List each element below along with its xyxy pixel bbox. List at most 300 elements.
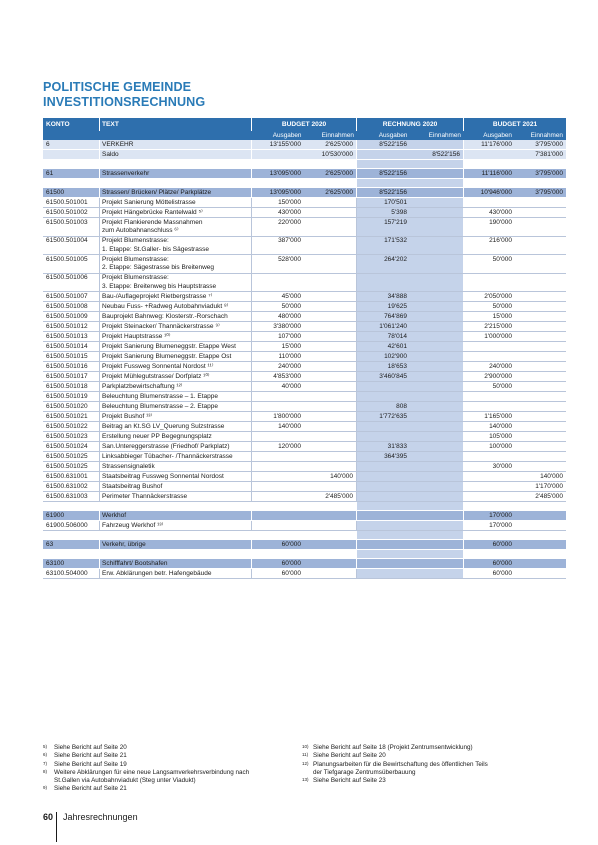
table-row [43,412,566,422]
cell-text: Beleuchtung Blumenstrasse – 1. Etappe [100,392,252,401]
footnote-number: 5) [43,744,48,749]
cell-group-rechnung-2020 [357,432,464,441]
cell-einnahmen: 3'795'000 [535,169,563,177]
cell-ausgaben: 31'833 [387,442,407,450]
cell-group-budget-2021 [464,140,566,149]
table-row [43,502,566,511]
cell-text: Parkplatzbewirtschaftung ¹²⁾ [100,382,252,391]
cell-einnahmen [410,274,463,291]
cell-einnahmen [304,373,356,381]
cell-einnahmen [304,199,356,207]
cell-group-budget-2020 [252,140,357,149]
cell-konto: 61500.501025 [43,452,100,461]
footnote [43,761,293,769]
cell-ausgaben: 430'000 [489,208,512,216]
cell-text: Projekt Blumenstrasse: 3. Etappe: Breitenweg bis Hauptstrasse [100,274,252,292]
page-number: 60 [43,812,54,822]
cell-group-rechnung-2020 [357,150,464,159]
footnote-text: Siehe Bericht auf Seite 19 [54,760,127,768]
cell-group-budget-2020 [252,188,357,197]
cell-group-rechnung-2020 [357,540,464,549]
cell-einnahmen [515,353,566,361]
table-row [43,462,566,472]
cell-einnahmen [304,343,356,351]
cell-einnahmen: 3'795'000 [535,140,563,148]
table-row [43,140,566,150]
cell-einnahmen [410,219,463,236]
cell-einnahmen [515,512,566,520]
cell-ausgaben: 60'000 [281,569,301,577]
cell-einnahmen [515,463,566,471]
cell-ausgaben: 13'155'000 [269,140,301,148]
cell-group-rechnung-2020 [357,312,464,321]
cell-group-budget-2020 [252,569,357,578]
cell-einnahmen [304,403,356,411]
cell-group-budget-2020 [252,511,357,520]
cell-ausgaben [357,551,410,558]
cell-ausgaben [357,161,410,168]
cell-konto: 61500.501005 [43,255,100,273]
table-row [43,218,566,237]
cell-group-rechnung-2020 [357,521,464,530]
cell-einnahmen [304,443,356,451]
cell-einnahmen [410,323,463,331]
cell-einnahmen [410,551,463,558]
cell-ausgaben: 170'000 [489,521,512,529]
cell-einnahmen [515,323,566,331]
cell-konto [43,531,100,539]
cell-group-budget-2020 [252,255,357,273]
cell-einnahmen [515,256,566,273]
cell-group-budget-2021 [464,332,566,341]
cell-einnahmen [304,551,356,558]
cell-konto: 61500.501006 [43,274,100,292]
cell-group-rechnung-2020 [357,452,464,461]
cell-ausgaben: 8'522'156 [379,169,407,177]
cell-ausgaben [252,522,304,530]
cell-einnahmen [410,161,463,168]
cell-group-budget-2021 [464,362,566,371]
cell-einnahmen [515,413,566,421]
cell-konto: 61500.501014 [43,342,100,351]
cell-einnahmen [515,443,566,451]
table-row [43,531,566,540]
cell-group-budget-2021 [464,569,566,578]
cell-ausgaben: 8'522'156 [379,188,407,196]
cell-group-budget-2020 [252,150,357,159]
cell-ausgaben: 15'000 [281,342,301,350]
cell-einnahmen [515,433,566,441]
cell-einnahmen [410,199,463,207]
cell-ausgaben [464,473,515,481]
cell-konto: 61 [43,169,100,178]
cell-ausgaben: 40'000 [281,382,301,390]
cell-einnahmen [304,453,356,461]
cell-text: Fahrzeug Werkhof ¹³⁾ [100,521,252,530]
cell-einnahmen [304,333,356,341]
footnote-number: 7) [43,760,48,766]
footnote [43,769,293,786]
cell-ausgaben [464,403,515,411]
investment-table [43,118,566,579]
footnote-number: 9) [43,785,48,791]
cell-konto: 61900 [43,511,100,520]
cell-konto: 61500.501019 [43,392,100,401]
cell-einnahmen [410,256,463,273]
cell-group-budget-2020 [252,322,357,331]
cell-einnahmen [304,161,356,168]
cell-group-rechnung-2020 [357,442,464,451]
cell-einnahmen: 10'530'000 [321,150,353,158]
table-row [43,169,566,179]
cell-group-budget-2020 [252,332,357,341]
cell-group-rechnung-2020 [357,322,464,331]
cell-ausgaben: 120'000 [278,442,301,450]
cell-ausgaben [357,570,410,578]
cell-ausgaben [357,463,410,471]
cell-ausgaben [464,532,515,539]
cell-konto [43,502,100,510]
cell-einnahmen [410,383,463,391]
cell-group-budget-2021 [464,462,566,471]
cell-einnahmen [515,199,566,207]
cell-konto: 61500 [43,188,100,197]
header-ausgaben: Ausgaben [483,132,512,139]
cell-ausgaben: 8'522'156 [379,140,407,148]
cell-ausgaben [357,423,410,431]
cell-group-budget-2021 [464,550,566,558]
cell-konto: 61500.501024 [43,442,100,451]
cell-text: Erstellung neuer PP Begegnungsplatz [100,432,252,441]
cell-einnahmen [304,180,356,187]
cell-group-budget-2021 [464,531,566,539]
cell-ausgaben: 34'888 [387,292,407,300]
cell-einnahmen [515,303,566,311]
cell-group-budget-2021 [464,208,566,217]
cell-konto: 63 [43,540,100,549]
cell-ausgaben [252,433,304,441]
cell-ausgaben [357,393,410,401]
table-row [43,569,566,579]
cell-group-budget-2021 [464,422,566,431]
cell-ausgaben [252,463,304,471]
cell-einnahmen [515,293,566,301]
cell-ausgaben: 11'116'000 [481,169,512,177]
table-row [43,402,566,412]
cell-konto: 61500.631001 [43,472,100,481]
cell-konto: 61500.501023 [43,432,100,441]
cell-group-budget-2021 [464,382,566,391]
cell-einnahmen [410,373,463,381]
cell-group-rechnung-2020 [357,179,464,187]
cell-text: Staatsbeitrag Bushof [100,482,252,491]
cell-konto: 61500.501009 [43,312,100,321]
cell-konto: 61500.501001 [43,198,100,207]
header-ausgaben: Ausgaben [378,132,408,139]
cell-einnahmen [304,433,356,441]
cell-ausgaben [252,453,304,461]
cell-ausgaben: 5'398 [391,208,407,216]
footnote-number: 11) [302,752,309,758]
table-row [43,550,566,559]
header-einnahmen: Einnahmen [428,132,461,139]
cell-group-rechnung-2020 [357,169,464,178]
cell-group-rechnung-2020 [357,255,464,273]
cell-einnahmen [410,423,463,431]
cell-ausgaben [357,522,410,530]
cell-einnahmen [410,189,463,197]
cell-group-budget-2021 [464,188,566,197]
cell-text: Staatsbeitrag Fussweg Sonnental Nordost [100,472,252,481]
cell-einnahmen [304,503,356,510]
cell-ausgaben [464,493,515,501]
table-row [43,472,566,482]
cell-group-budget-2021 [464,160,566,168]
cell-einnahmen [410,522,463,530]
cell-einnahmen [304,313,356,321]
cell-ausgaben [252,551,304,558]
cell-einnahmen [515,453,566,461]
cell-ausgaben [252,473,304,481]
cell-group-budget-2021 [464,179,566,187]
cell-text [100,531,252,539]
cell-text: VERKEHR [100,140,252,149]
cell-einnahmen [410,343,463,351]
cell-group-rechnung-2020 [357,372,464,381]
cell-einnahmen [304,383,356,391]
cell-ausgaben: 387'000 [278,237,301,245]
cell-group-budget-2021 [464,342,566,351]
cell-group-budget-2021 [464,302,566,311]
cell-einnahmen [515,393,566,401]
footnote [43,785,293,793]
header-konto: KONTO [43,118,100,131]
cell-ausgaben: 3'380'000 [273,322,301,330]
cell-ausgaben [464,393,515,401]
cell-konto: 61500.501017 [43,372,100,381]
cell-group-budget-2021 [464,237,566,255]
cell-ausgaben: 10'946'000 [480,188,512,196]
cell-ausgaben: 1'772'635 [379,412,407,420]
cell-group-budget-2020 [252,372,357,381]
table-header-row-2 [43,131,566,140]
cell-einnahmen [304,303,356,311]
cell-konto [43,550,100,558]
cell-konto: 61500.631003 [43,492,100,501]
cell-einnahmen [410,541,463,549]
cell-einnahmen [410,170,463,178]
cell-ausgaben: 19'625 [387,302,407,310]
cell-group-rechnung-2020 [357,160,464,168]
cell-einnahmen [515,423,566,431]
cell-ausgaben: 11'176'000 [481,140,512,148]
cell-text: Beleuchtung Blumenstrasse – 2. Etappe [100,402,252,411]
cell-group-budget-2021 [464,432,566,441]
title-line-2: INVESTITIONSRECHNUNG [43,95,206,109]
cell-ausgaben: 102'900 [384,352,407,360]
cell-text: Saldo [100,150,252,159]
cell-text: Verkehr, übrige [100,540,252,549]
header-einnahmen: Einnahmen [530,132,563,139]
cell-einnahmen [410,483,463,491]
cell-group-budget-2020 [252,402,357,411]
cell-einnahmen [410,443,463,451]
cell-einnahmen [410,209,463,217]
cell-group-rechnung-2020 [357,550,464,558]
cell-ausgaben [464,199,515,207]
cell-ausgaben: 4'853'000 [273,372,301,380]
cell-group-rechnung-2020 [357,531,464,539]
cell-group-budget-2020 [252,472,357,481]
cell-ausgaben: 50'000 [492,255,512,263]
cell-group-budget-2021 [464,452,566,461]
cell-group-rechnung-2020 [357,274,464,292]
cell-group-rechnung-2020 [357,492,464,501]
cell-group-budget-2020 [252,432,357,441]
cell-konto: 6 [43,140,100,149]
cell-group-budget-2021 [464,372,566,381]
cell-ausgaben: 150'000 [278,198,301,206]
cell-einnahmen: 2'625'000 [325,188,353,196]
table-row [43,312,566,322]
cell-einnahmen [410,463,463,471]
cell-text: Schifffahrt/ Bootshafen [100,559,252,568]
cell-text: Projekt Bushof ¹³⁾ [100,412,252,421]
cell-group-rechnung-2020 [357,332,464,341]
cell-group-rechnung-2020 [357,302,464,311]
cell-text: Werkhof [100,511,252,520]
cell-ausgaben [357,151,410,159]
cell-ausgaben: 1'800'000 [273,412,301,420]
cell-einnahmen [410,293,463,301]
cell-einnahmen [410,560,463,568]
cell-ausgaben: 2'215'000 [484,322,512,330]
cell-ausgaben: 45'000 [281,292,301,300]
cell-einnahmen [410,353,463,361]
cell-einnahmen [515,503,566,510]
cell-einnahmen [410,570,463,578]
cell-einnahmen: 2'485'000 [535,492,563,500]
title-line-1: POLITISCHE GEMEINDE [43,80,192,94]
cell-group-budget-2021 [464,198,566,207]
cell-group-budget-2021 [464,521,566,530]
cell-ausgaben [252,483,304,491]
cell-einnahmen [304,219,356,236]
cell-ausgaben: 18'653 [387,362,407,370]
table-row [43,198,566,208]
cell-einnahmen [304,209,356,217]
cell-ausgaben [464,274,515,291]
cell-ausgaben: 15'000 [492,312,512,320]
cell-einnahmen [410,473,463,481]
cell-konto: 61500.501018 [43,382,100,391]
cell-einnahmen [410,512,463,520]
cell-einnahmen [515,313,566,321]
cell-group-rechnung-2020 [357,392,464,401]
cell-ausgaben: 216'000 [489,237,512,245]
table-row [43,511,566,521]
cell-group-budget-2020 [252,412,357,421]
cell-konto: 61500.501022 [43,422,100,431]
cell-group-budget-2020 [252,169,357,178]
cell-ausgaben: 2'900'000 [484,372,512,380]
cell-einnahmen [515,237,566,254]
table-row [43,452,566,462]
table-row [43,150,566,160]
cell-group-rechnung-2020 [357,402,464,411]
cell-einnahmen [410,313,463,321]
table-row [43,422,566,432]
cell-group-budget-2020 [252,531,357,539]
cell-einnahmen [410,333,463,341]
cell-group-budget-2020 [252,521,357,530]
cell-konto: 61500.501002 [43,208,100,217]
cell-ausgaben: 480'000 [278,312,301,320]
table-row [43,274,566,293]
cell-ausgaben: 60'000 [492,540,512,548]
table-row [43,342,566,352]
cell-group-budget-2020 [252,452,357,461]
header-budget-2020: BUDGET 2020 [252,118,357,131]
footnote-text: Siehe Bericht auf Seite 20 [313,752,386,760]
cell-einnahmen [515,403,566,411]
cell-ausgaben: 50'000 [281,302,301,310]
cell-group-budget-2020 [252,392,357,401]
cell-group-rechnung-2020 [357,412,464,421]
cell-konto: 61500.501021 [43,412,100,421]
cell-konto: 61500.501012 [43,322,100,331]
cell-ausgaben: 1'000'000 [484,332,512,340]
cell-ausgaben [252,393,304,401]
table-row [43,540,566,550]
cell-ausgaben [464,503,515,510]
cell-ausgaben: 42'601 [387,342,407,350]
header-budget-2021: BUDGET 2021 [492,121,538,128]
table-row [43,322,566,332]
page-title [43,80,205,110]
cell-group-budget-2020 [252,160,357,168]
cell-ausgaben: 240'000 [489,362,512,370]
cell-ausgaben: 60'000 [281,540,301,548]
cell-ausgaben: 190'000 [489,218,512,226]
cell-ausgaben: 13'095'000 [269,188,301,196]
cell-group-rechnung-2020 [357,292,464,301]
cell-group-rechnung-2020 [357,511,464,520]
cell-einnahmen: 140'000 [330,472,353,480]
footnote-number: 8) [43,768,48,774]
cell-text: Strassensignaletik [100,462,252,471]
cell-ausgaben [252,151,304,159]
table-row [43,160,566,169]
header-ausgaben: Ausgaben [272,132,302,139]
table-row [43,179,566,188]
cell-einnahmen [304,353,356,361]
cell-einnahmen [304,323,356,331]
cell-text: Beitrag an Kt.SG LV_Querung Sulzstrasse [100,422,252,431]
cell-group-budget-2020 [252,352,357,361]
cell-ausgaben: 13'095'000 [269,169,301,177]
cell-ausgaben [252,403,304,411]
cell-ausgaben: 110'000 [278,352,301,360]
cell-group-budget-2021 [464,352,566,361]
cell-text: Erw. Abklärungen betr. Hafengebäude [100,569,252,578]
cell-konto [43,160,100,168]
cell-group-budget-2020 [252,237,357,255]
cell-ausgaben [464,353,515,361]
cell-einnahmen [515,219,566,236]
footer-label: Jahresrechnungen [63,812,138,822]
cell-group-rechnung-2020 [357,208,464,217]
